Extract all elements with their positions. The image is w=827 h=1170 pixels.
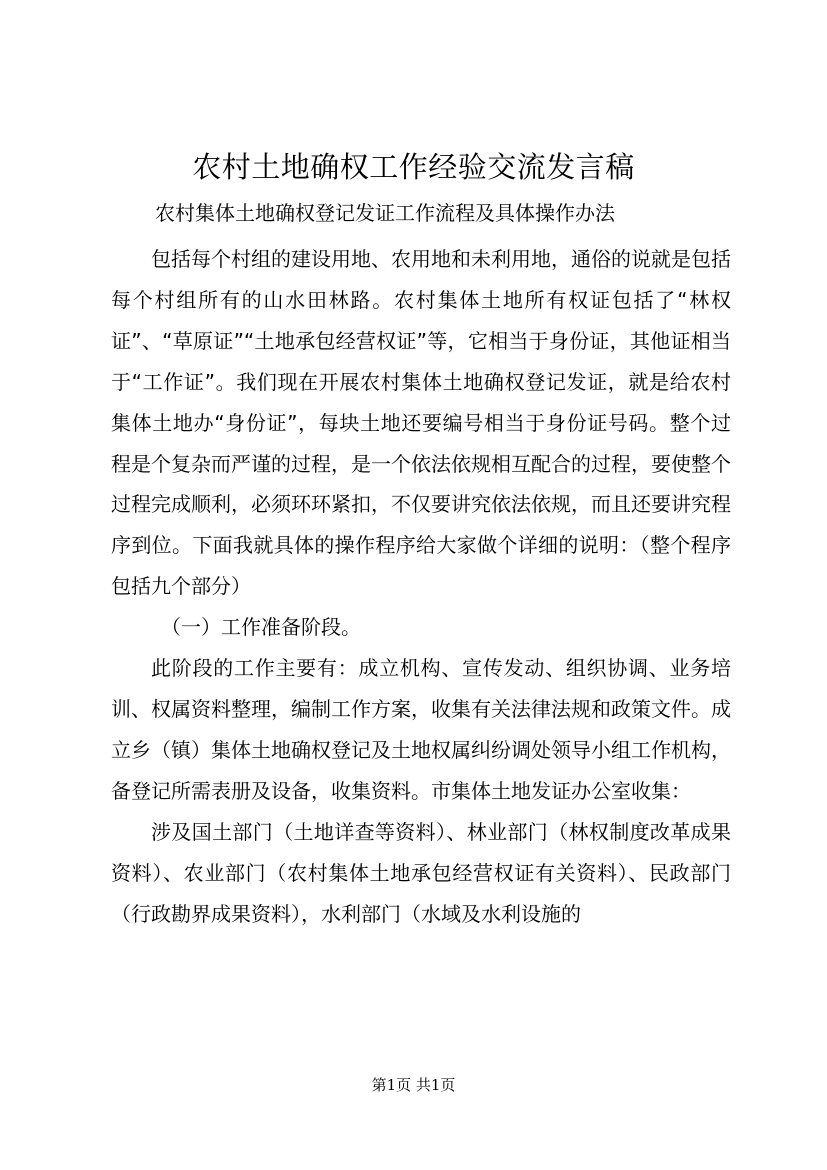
page-footer: 第1页 共1页 — [371, 1076, 456, 1094]
body-paragraph: 涉及国土部门（土地详查等资料）、林业部门（林权制度改革成果资料）、农业部门（农村集体土地承包经营权证有关资料）、民政部门（行政勘界成果资料），水利部门（水域及水利设施的 — [111, 819, 731, 926]
body-paragraph: 此阶段的工作主要有：成立机构、宣传发动、组织协调、业务培训、权属资料整理，编制工作方案，收集有关法律法规和政策文件。成立乡（镇）集体土地确权登记及土地权属纠纷调处领导小组工作机构，备登记所需表册及设备，收集资料。市集体土地发证办公室收集： — [111, 656, 731, 803]
page-title: 农村土地确权工作经验交流发言稿 — [192, 150, 635, 184]
body-paragraph: 包括每个村组的建设用地、农用地和未利用地，通俗的说就是包括每个村组所有的山水田林路。农村集体土地所有权证包括了“林权证”、“草原证”“土地承包经营权证”等，它相当于身份证，其他证相当于“工作证”。我们现在开展农村集体土地确权登记发证，就是给农村集体土地办“身份证”，每块土地还要编号相当于身份证号码。整个过程是个复杂而严谨的过程，是一个依法依规相互配合的过程，要使整个过程完成顺利，必须环环紧扣，不仅要讲究依法依规，而且还要讲究程序到位。下面我就具体的操作程序给大家做个详细的说明：（整个程序包括九个部分） — [111, 247, 731, 599]
document-subtitle: 农村集体土地确权登记发证工作流程及具体操作办法 — [155, 201, 615, 225]
section-heading: （一）工作准备阶段。 — [161, 615, 361, 640]
document-body — [111, 239, 731, 934]
